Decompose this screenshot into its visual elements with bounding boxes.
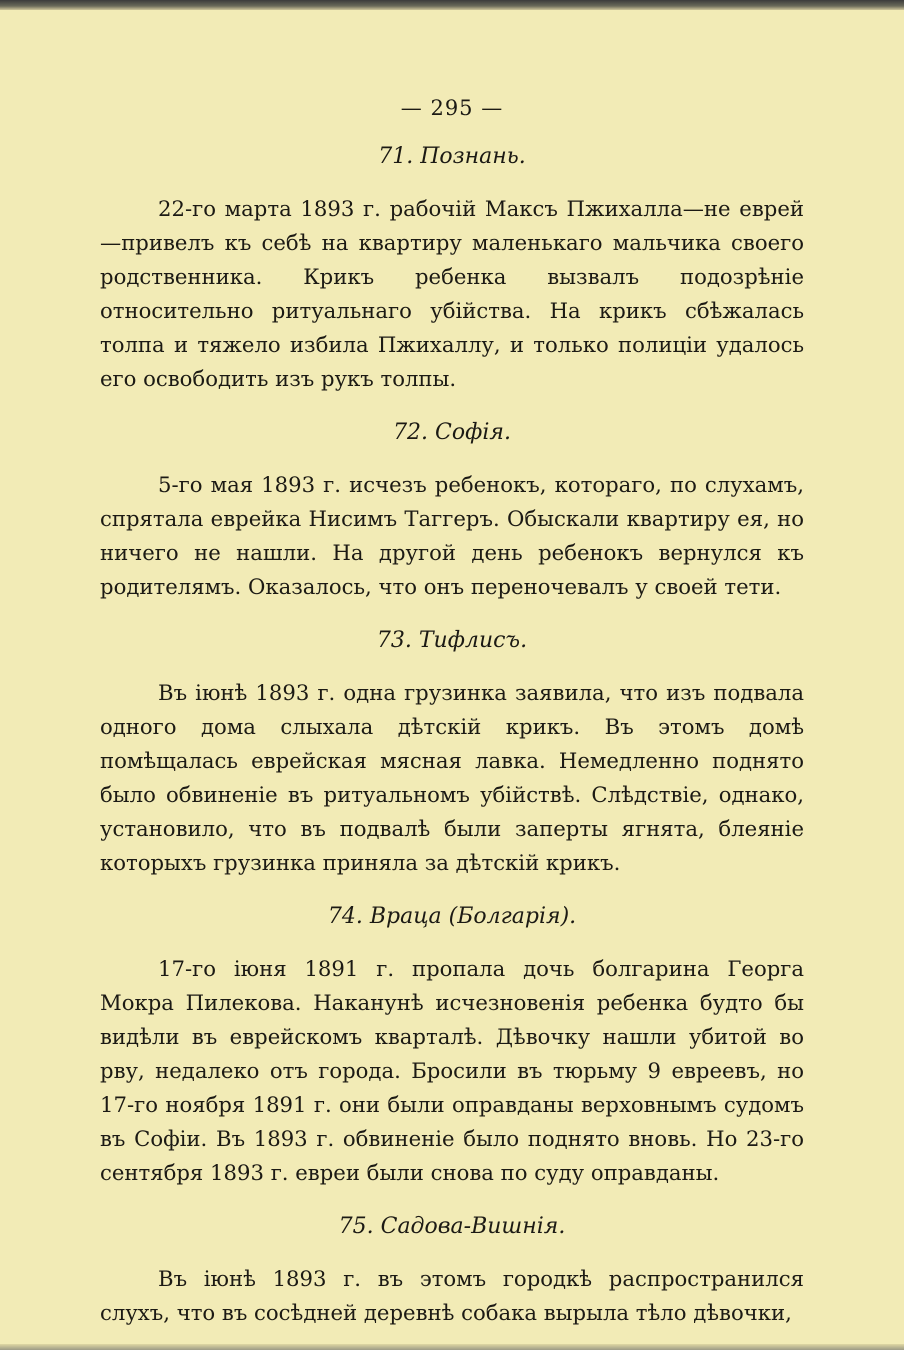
page-bottom-edge xyxy=(0,1344,904,1350)
section-heading: 71. Познань. xyxy=(378,144,526,169)
section-heading: 73. Тифлисъ. xyxy=(376,628,528,653)
section-paragraph: Въ іюнѣ 1893 г. въ этомъ городкѣ распространился слухъ, что въ сосѣдней деревнѣ собака вырыла тѣло дѣвочки, xyxy=(100,1266,804,1325)
section-72 xyxy=(100,416,804,604)
section-paragraph: 22-го марта 1893 г. рабочій Максъ Пжихалла—не еврей —привелъ къ себѣ на квартиру маленькаго мальчика своего родственника. Крикъ ребенка вызвалъ подозрѣніе относительно ритуальнаго убійства. На крикъ сбѣжалась толпа и тяжело избила Пжихаллу, и только полиціи удалось его освободить изъ рукъ толпы. xyxy=(100,196,804,391)
section-paragraph: 17-го іюня 1891 г. пропала дочь болгарина Георга Мокра Пилекова. Наканунѣ исчезновенія ребенка будто бы видѣли въ еврейскомъ кварталѣ. Дѣвочку нашли убитой во рву, недалеко отъ города. Бросили въ тюрьму 9 евреевъ, но 17-го ноября 1891 г. они были оправданы верховнымъ судомъ въ Софіи. Въ 1893 г. обвиненіе было поднято вновь. Но 23-го сентября 1893 г. евреи были снова по суду оправданы. xyxy=(100,956,804,1185)
page-number: — 295 — xyxy=(400,96,504,120)
page-top-edge xyxy=(0,0,904,10)
section-75 xyxy=(100,1210,804,1330)
section-heading: 75. Садова-Вишнія. xyxy=(338,1214,566,1239)
book-page xyxy=(100,96,804,1350)
section-71 xyxy=(100,140,804,396)
section-paragraph: Въ іюнѣ 1893 г. одна грузинка заявила, что изъ подвала одного дома слыхала дѣтскій крикъ. Въ этомъ домѣ помѣщалась еврейская мясная лавка. Немедленно поднято было обвиненіе въ ритуальномъ убійствѣ. Слѣдствіе, однако, установило, что въ подвалѣ были заперты ягнята, блеяніе которыхъ грузинка приняла за дѣтскій крикъ. xyxy=(100,680,804,875)
section-heading: 74. Враца (Болгарія). xyxy=(327,904,577,929)
section-74 xyxy=(100,900,804,1190)
section-73 xyxy=(100,624,804,880)
section-paragraph: 5-го мая 1893 г. исчезъ ребенокъ, котораго, по слухамъ, спрятала еврейка Нисимъ Таггеръ. Обыскали квартиру ея, но ничего не нашли. На другой день ребенокъ вернулся къ родителямъ. Оказалось, что онъ переночевалъ у своей тети. xyxy=(100,472,804,599)
section-heading: 72. Софія. xyxy=(393,420,511,445)
